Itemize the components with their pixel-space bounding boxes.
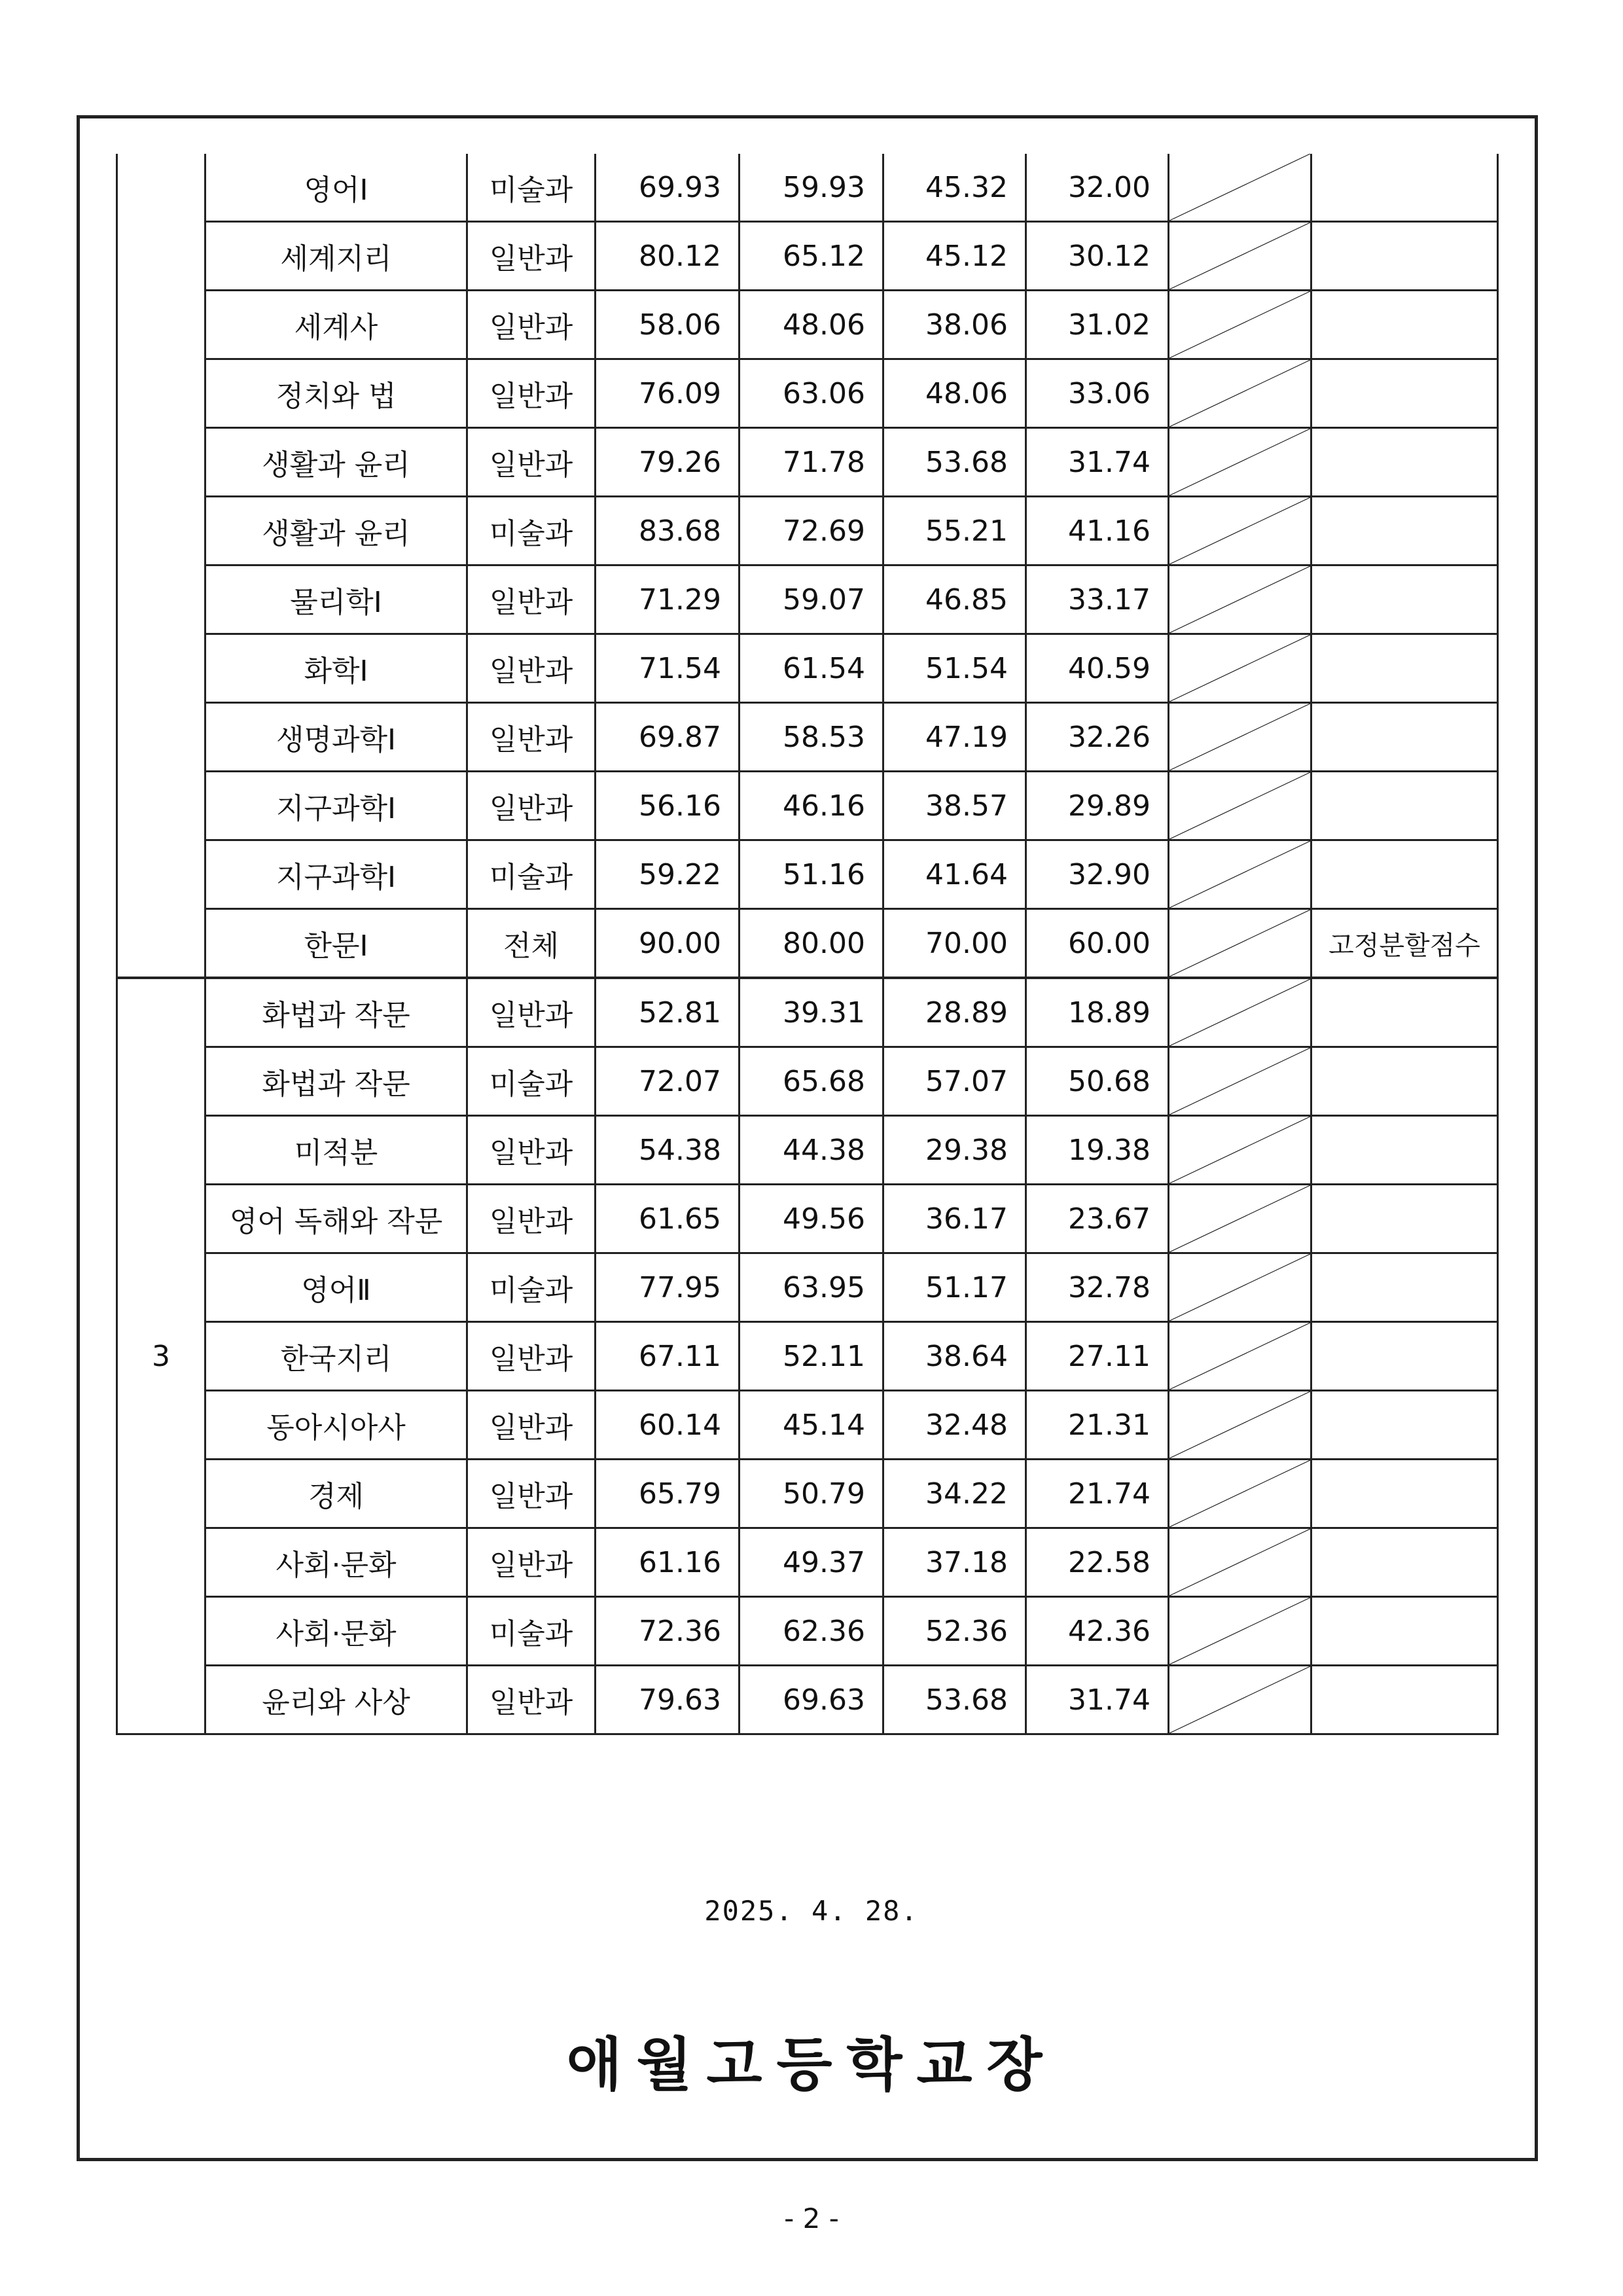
department-cell: 일반과 [467,634,596,703]
cutoff-a-cell: 71.54 [596,634,740,703]
note-cell [1311,1460,1498,1528]
note-cell [1311,565,1498,634]
table-row [117,222,1498,291]
note-cell [1311,840,1498,909]
table-row [117,1116,1498,1185]
cutoff-b-cell: 63.95 [740,1253,883,1322]
cutoff-a-cell: 60.14 [596,1391,740,1460]
department-cell: 일반과 [467,1322,596,1391]
department-cell: 일반과 [467,1391,596,1460]
table-row [117,840,1498,909]
empty-slash-cell [1169,978,1311,1047]
empty-slash-cell [1169,1047,1311,1116]
cutoff-a-cell: 61.16 [596,1528,740,1597]
department-cell: 미술과 [467,1047,596,1116]
empty-slash-cell [1169,909,1311,978]
grade-cell [117,154,205,978]
diagonal-slash-icon [1169,566,1310,633]
table-row [117,1528,1498,1597]
cutoff-b-cell: 80.00 [740,909,883,978]
cutoff-d-cell: 19.38 [1026,1116,1169,1185]
subject-cell: 화법과 작문 [205,978,467,1047]
subject-cell: 한국지리 [205,1322,467,1391]
subject-cell: 영어Ⅱ [205,1253,467,1322]
cutoff-b-cell: 39.31 [740,978,883,1047]
cutoff-c-cell: 28.89 [883,978,1026,1047]
table-row [117,497,1498,565]
cutoff-b-cell: 59.07 [740,565,883,634]
diagonal-slash-icon [1169,1529,1310,1596]
department-cell: 미술과 [467,1597,596,1666]
department-cell: 일반과 [467,772,596,840]
subject-cell: 세계지리 [205,222,467,291]
table-row [117,1185,1498,1253]
cutoff-a-cell: 83.68 [596,497,740,565]
subject-cell: 영어 독해와 작문 [205,1185,467,1253]
cutoff-d-cell: 21.31 [1026,1391,1169,1460]
table-row [117,909,1498,978]
cutoff-b-cell: 69.63 [740,1666,883,1734]
cutoff-c-cell: 45.12 [883,222,1026,291]
note-cell [1311,1185,1498,1253]
note-cell [1311,1047,1498,1116]
principal-signature-title: 애월고등학교장 [566,2031,1057,2098]
cutoff-a-cell: 80.12 [596,222,740,291]
empty-slash-cell [1169,428,1311,497]
diagonal-slash-icon [1169,704,1310,770]
cutoff-b-cell: 50.79 [740,1460,883,1528]
subject-cell: 영어Ⅰ [205,154,467,222]
diagonal-slash-icon [1169,1048,1310,1115]
subject-cell: 세계사 [205,291,467,359]
table-row [117,772,1498,840]
empty-slash-cell [1169,497,1311,565]
cutoff-c-cell: 53.68 [883,428,1026,497]
cutoff-d-cell: 50.68 [1026,1047,1169,1116]
subject-cell: 생활과 윤리 [205,428,467,497]
subject-cell: 물리학Ⅰ [205,565,467,634]
cutoff-d-cell: 27.11 [1026,1322,1169,1391]
diagonal-slash-icon [1169,1185,1310,1252]
table-row [117,154,1498,222]
diagonal-slash-icon [1169,1391,1310,1458]
cutoff-d-cell: 33.06 [1026,359,1169,428]
note-cell [1311,222,1498,291]
cutoff-d-cell: 32.78 [1026,1253,1169,1322]
cutoff-c-cell: 55.21 [883,497,1026,565]
diagonal-slash-icon [1169,635,1310,702]
subject-cell: 미적분 [205,1116,467,1185]
empty-slash-cell [1169,359,1311,428]
empty-slash-cell [1169,1116,1311,1185]
cutoff-a-cell: 65.79 [596,1460,740,1528]
cutoff-d-cell: 29.89 [1026,772,1169,840]
department-cell: 일반과 [467,359,596,428]
cutoff-b-cell: 51.16 [740,840,883,909]
cutoff-a-cell: 90.00 [596,909,740,978]
cutoff-c-cell: 70.00 [883,909,1026,978]
cutoff-c-cell: 29.38 [883,1116,1026,1185]
note-cell [1311,497,1498,565]
subject-cell: 한문Ⅰ [205,909,467,978]
subject-cell: 화학Ⅰ [205,634,467,703]
note-cell [1311,1322,1498,1391]
cutoff-c-cell: 38.64 [883,1322,1026,1391]
cutoff-d-cell: 60.00 [1026,909,1169,978]
cutoff-a-cell: 79.63 [596,1666,740,1734]
empty-slash-cell [1169,1460,1311,1528]
diagonal-slash-icon [1169,429,1310,495]
cutoff-c-cell: 37.18 [883,1528,1026,1597]
cutoff-d-cell: 31.74 [1026,1666,1169,1734]
cutoff-c-cell: 41.64 [883,840,1026,909]
table-row [117,1391,1498,1460]
subject-cell: 생명과학Ⅰ [205,703,467,772]
cutoff-a-cell: 52.81 [596,978,740,1047]
subject-cell: 경제 [205,1460,467,1528]
department-cell: 일반과 [467,291,596,359]
cutoff-c-cell: 32.48 [883,1391,1026,1460]
cutoff-a-cell: 77.95 [596,1253,740,1322]
empty-slash-cell [1169,634,1311,703]
department-cell: 미술과 [467,154,596,222]
table-row [117,634,1498,703]
cutoff-b-cell: 46.16 [740,772,883,840]
score-table-body [117,154,1498,1734]
note-cell [1311,634,1498,703]
department-cell: 일반과 [467,1116,596,1185]
empty-slash-cell [1169,1253,1311,1322]
cutoff-a-cell: 69.87 [596,703,740,772]
department-cell: 미술과 [467,840,596,909]
empty-slash-cell [1169,703,1311,772]
cutoff-b-cell: 48.06 [740,291,883,359]
note-cell [1311,1666,1498,1734]
diagonal-slash-icon [1169,223,1310,289]
empty-slash-cell [1169,1391,1311,1460]
page-number: - 2 - [784,2202,839,2234]
empty-slash-cell [1169,222,1311,291]
cutoff-b-cell: 58.53 [740,703,883,772]
department-cell: 일반과 [467,428,596,497]
empty-slash-cell [1169,772,1311,840]
table-row [117,1666,1498,1734]
cutoff-c-cell: 45.32 [883,154,1026,222]
cutoff-a-cell: 72.07 [596,1047,740,1116]
issue-date: 2025. 4. 28. [704,1895,919,1927]
note-cell [1311,359,1498,428]
cutoff-a-cell: 67.11 [596,1322,740,1391]
cutoff-a-cell: 58.06 [596,291,740,359]
department-cell: 일반과 [467,1528,596,1597]
note-cell [1311,703,1498,772]
cutoff-c-cell: 52.36 [883,1597,1026,1666]
cutoff-b-cell: 72.69 [740,497,883,565]
note-cell [1311,428,1498,497]
empty-slash-cell [1169,840,1311,909]
cutoff-d-cell: 23.67 [1026,1185,1169,1253]
cutoff-b-cell: 49.37 [740,1528,883,1597]
cutoff-d-cell: 41.16 [1026,497,1169,565]
cutoff-c-cell: 47.19 [883,703,1026,772]
diagonal-slash-icon [1169,1598,1310,1664]
cutoff-d-cell: 18.89 [1026,978,1169,1047]
note-cell [1311,1391,1498,1460]
diagonal-slash-icon [1169,360,1310,427]
empty-slash-cell [1169,1597,1311,1666]
cutoff-d-cell: 40.59 [1026,634,1169,703]
subject-cell: 사회·문화 [205,1528,467,1597]
note-cell: 고정분할점수 [1311,909,1498,978]
note-cell [1311,1116,1498,1185]
diagonal-slash-icon [1169,1117,1310,1183]
cutoff-c-cell: 51.17 [883,1253,1026,1322]
table-row [117,359,1498,428]
cutoff-a-cell: 72.36 [596,1597,740,1666]
cutoff-d-cell: 30.12 [1026,222,1169,291]
cutoff-c-cell: 53.68 [883,1666,1026,1734]
subject-cell: 사회·문화 [205,1597,467,1666]
empty-slash-cell [1169,1322,1311,1391]
note-cell [1311,291,1498,359]
diagonal-slash-icon [1169,497,1310,564]
empty-slash-cell [1169,1528,1311,1597]
note-cell [1311,772,1498,840]
cutoff-a-cell: 59.22 [596,840,740,909]
table-row [117,1597,1498,1666]
diagonal-slash-icon [1169,154,1310,221]
score-table [116,154,1499,1735]
cutoff-a-cell: 54.38 [596,1116,740,1185]
cutoff-b-cell: 49.56 [740,1185,883,1253]
table-row [117,1047,1498,1116]
cutoff-a-cell: 61.65 [596,1185,740,1253]
department-cell: 일반과 [467,222,596,291]
cutoff-d-cell: 31.74 [1026,428,1169,497]
empty-slash-cell [1169,565,1311,634]
subject-cell: 정치와 법 [205,359,467,428]
cutoff-c-cell: 57.07 [883,1047,1026,1116]
department-cell: 일반과 [467,978,596,1047]
note-cell [1311,1253,1498,1322]
cutoff-d-cell: 21.74 [1026,1460,1169,1528]
department-cell: 일반과 [467,1666,596,1734]
department-cell: 일반과 [467,1460,596,1528]
cutoff-a-cell: 76.09 [596,359,740,428]
note-cell [1311,154,1498,222]
diagonal-slash-icon [1169,1666,1310,1733]
cutoff-c-cell: 51.54 [883,634,1026,703]
diagonal-slash-icon [1169,979,1310,1046]
cutoff-b-cell: 59.93 [740,154,883,222]
department-cell: 미술과 [467,497,596,565]
diagonal-slash-icon [1169,772,1310,839]
cutoff-d-cell: 22.58 [1026,1528,1169,1597]
empty-slash-cell [1169,291,1311,359]
subject-cell: 지구과학Ⅰ [205,772,467,840]
cutoff-b-cell: 52.11 [740,1322,883,1391]
table-row [117,565,1498,634]
table-row [117,291,1498,359]
cutoff-b-cell: 44.38 [740,1116,883,1185]
empty-slash-cell [1169,1666,1311,1734]
grade-cell: 3 [117,978,205,1734]
cutoff-b-cell: 65.12 [740,222,883,291]
cutoff-a-cell: 56.16 [596,772,740,840]
cutoff-d-cell: 32.26 [1026,703,1169,772]
cutoff-d-cell: 42.36 [1026,1597,1169,1666]
cutoff-c-cell: 38.06 [883,291,1026,359]
department-cell: 일반과 [467,565,596,634]
subject-cell: 윤리와 사상 [205,1666,467,1734]
cutoff-d-cell: 32.00 [1026,154,1169,222]
diagonal-slash-icon [1169,1460,1310,1527]
diagonal-slash-icon [1169,841,1310,908]
diagonal-slash-icon [1169,910,1310,977]
empty-slash-cell [1169,1185,1311,1253]
empty-slash-cell [1169,154,1311,222]
subject-cell: 생활과 윤리 [205,497,467,565]
diagonal-slash-icon [1169,291,1310,358]
table-row [117,1253,1498,1322]
department-cell: 일반과 [467,1185,596,1253]
subject-cell: 화법과 작문 [205,1047,467,1116]
cutoff-b-cell: 65.68 [740,1047,883,1116]
cutoff-d-cell: 31.02 [1026,291,1169,359]
department-cell: 전체 [467,909,596,978]
cutoff-b-cell: 61.54 [740,634,883,703]
subject-cell: 지구과학Ⅰ [205,840,467,909]
cutoff-c-cell: 46.85 [883,565,1026,634]
cutoff-a-cell: 69.93 [596,154,740,222]
cutoff-a-cell: 79.26 [596,428,740,497]
table-row [117,1460,1498,1528]
note-cell [1311,978,1498,1047]
cutoff-d-cell: 32.90 [1026,840,1169,909]
cutoff-d-cell: 33.17 [1026,565,1169,634]
note-cell [1311,1528,1498,1597]
department-cell: 일반과 [467,703,596,772]
cutoff-b-cell: 62.36 [740,1597,883,1666]
cutoff-a-cell: 71.29 [596,565,740,634]
table-row [117,428,1498,497]
cutoff-b-cell: 71.78 [740,428,883,497]
cutoff-c-cell: 36.17 [883,1185,1026,1253]
department-cell: 미술과 [467,1253,596,1322]
note-cell [1311,1597,1498,1666]
table-row [117,978,1498,1047]
cutoff-b-cell: 63.06 [740,359,883,428]
diagonal-slash-icon [1169,1323,1310,1390]
cutoff-c-cell: 34.22 [883,1460,1026,1528]
cutoff-c-cell: 48.06 [883,359,1026,428]
table-row [117,703,1498,772]
diagonal-slash-icon [1169,1254,1310,1321]
subject-cell: 동아시아사 [205,1391,467,1460]
table-row [117,1322,1498,1391]
cutoff-b-cell: 45.14 [740,1391,883,1460]
cutoff-c-cell: 38.57 [883,772,1026,840]
